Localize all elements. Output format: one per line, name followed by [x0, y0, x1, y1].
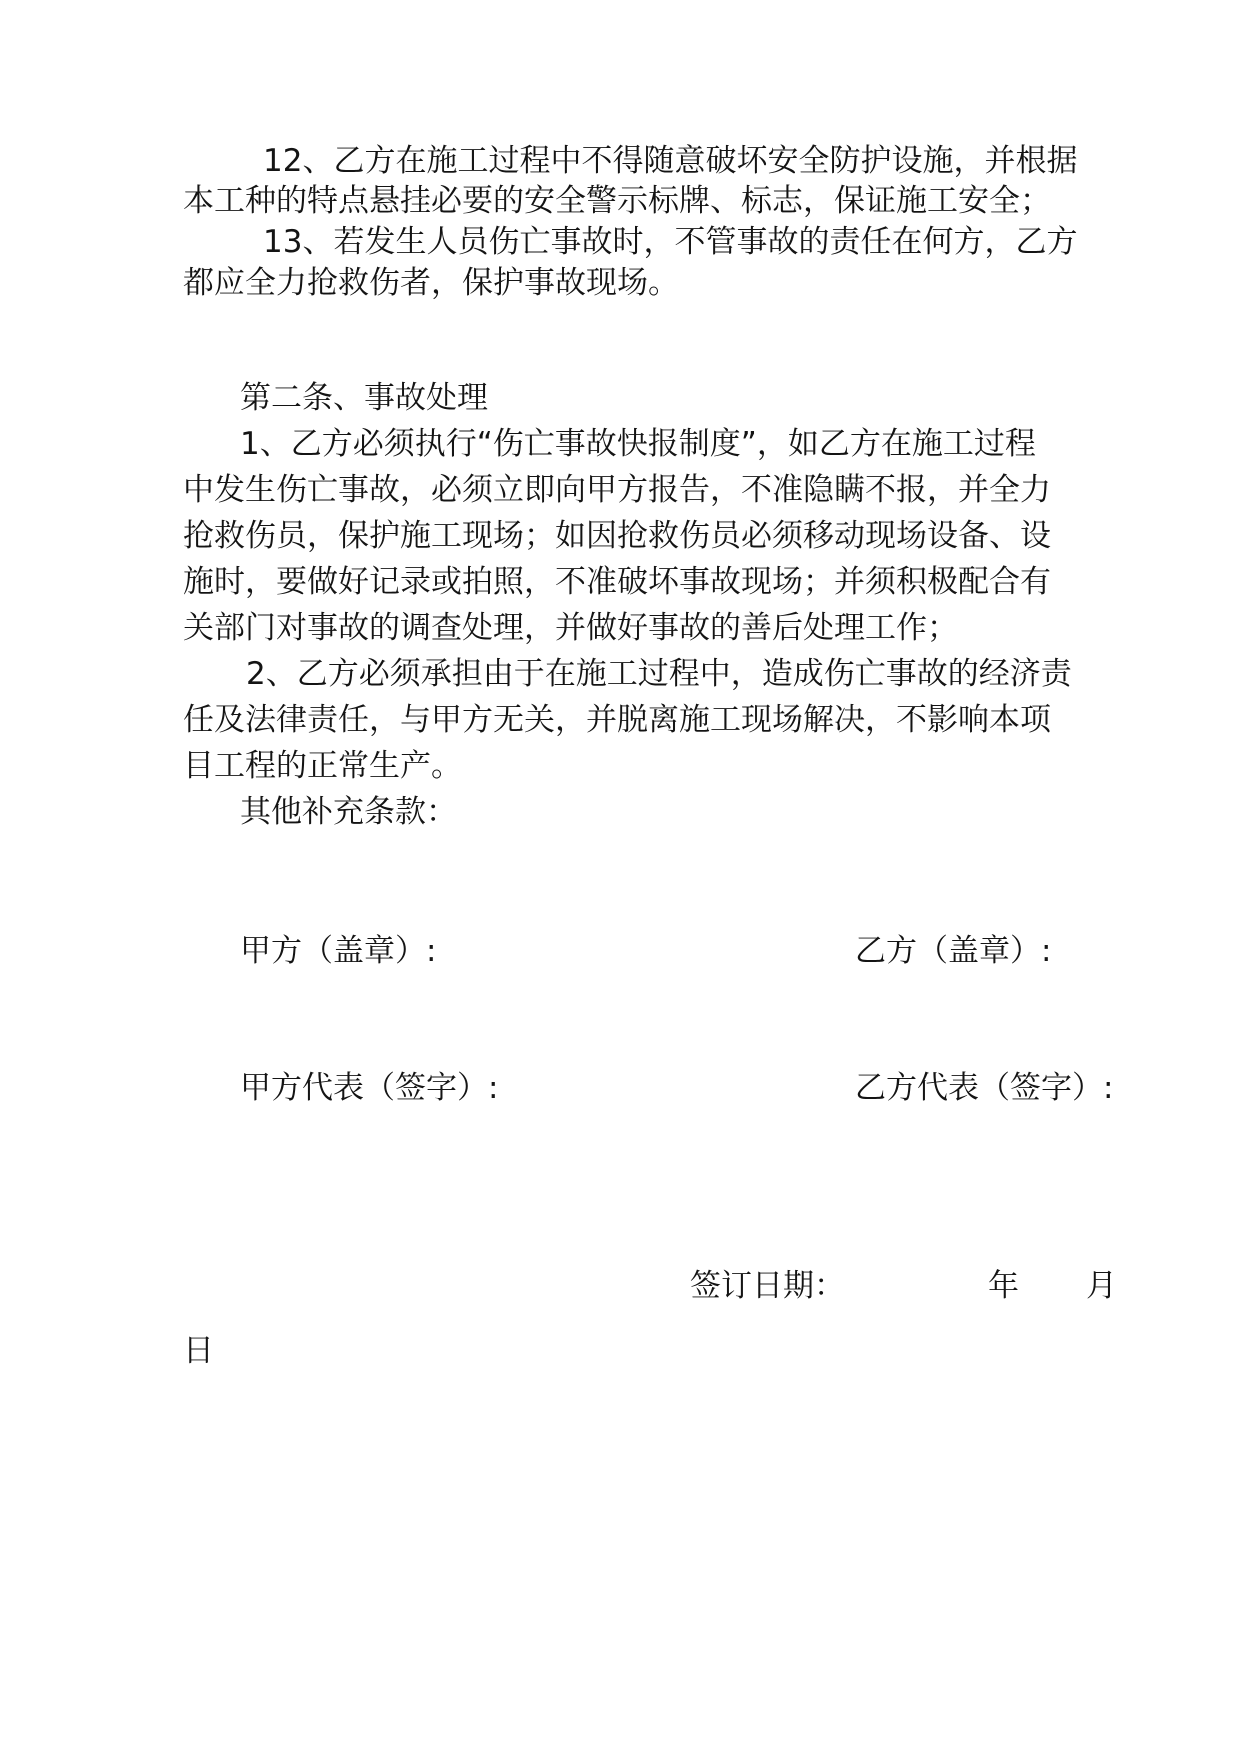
article-2-item-1-line-3: 抢救伤员，保护施工现场；如因抢救伤员必须移动现场设备、设 — [183, 518, 1051, 554]
clause-13-line-2: 都应全力抢救伤者，保护事故现场。 — [183, 265, 679, 301]
supplementary-clauses-label: 其他补充条款： — [240, 794, 457, 830]
article-2-heading: 第二条、事故处理 — [240, 380, 488, 416]
clause-13-line-1: 13、若发生人员伤亡事故时，不管事故的责任在何方，乙方 — [263, 224, 1078, 260]
party-b-seal-label: 乙方（盖章）: — [855, 933, 1052, 969]
party-a-rep-label: 甲方代表（签字）: — [240, 1070, 499, 1106]
sign-date-month: 月 — [1086, 1268, 1117, 1304]
article-2-item-1-line-2: 中发生伤亡事故，必须立即向甲方报告，不准隐瞒不报，并全力 — [183, 472, 1051, 508]
sign-date-year: 年 — [988, 1268, 1019, 1304]
party-b-rep-label: 乙方代表（签字）: — [855, 1070, 1114, 1106]
article-2-item-1-line-5: 关部门对事故的调查处理，并做好事故的善后处理工作； — [183, 610, 958, 646]
article-2-item-1-line-1: 1、乙方必须执行“伤亡事故快报制度”，如乙方在施工过程 — [240, 426, 1036, 462]
article-2-item-1-line-4: 施时，要做好记录或拍照，不准破坏事故现场；并须积极配合有 — [183, 564, 1051, 600]
party-a-seal-label: 甲方（盖章）: — [240, 933, 437, 969]
sign-date-day: 日 — [183, 1333, 214, 1369]
article-2-item-2-line-1: 2、乙方必须承担由于在施工过程中，造成伤亡事故的经济责 — [246, 656, 1072, 692]
clause-12-line-1: 12、乙方在施工过程中不得随意破坏安全防护设施，并根据 — [263, 143, 1078, 179]
sign-date-label: 签订日期： — [690, 1268, 845, 1304]
article-2-item-2-line-3: 目工程的正常生产。 — [183, 748, 462, 784]
article-2-item-2-line-2: 任及法律责任，与甲方无关，并脱离施工现场解决，不影响本项 — [183, 702, 1051, 738]
clause-12-line-2: 本工种的特点悬挂必要的安全警示标牌、标志，保证施工安全； — [183, 183, 1051, 219]
